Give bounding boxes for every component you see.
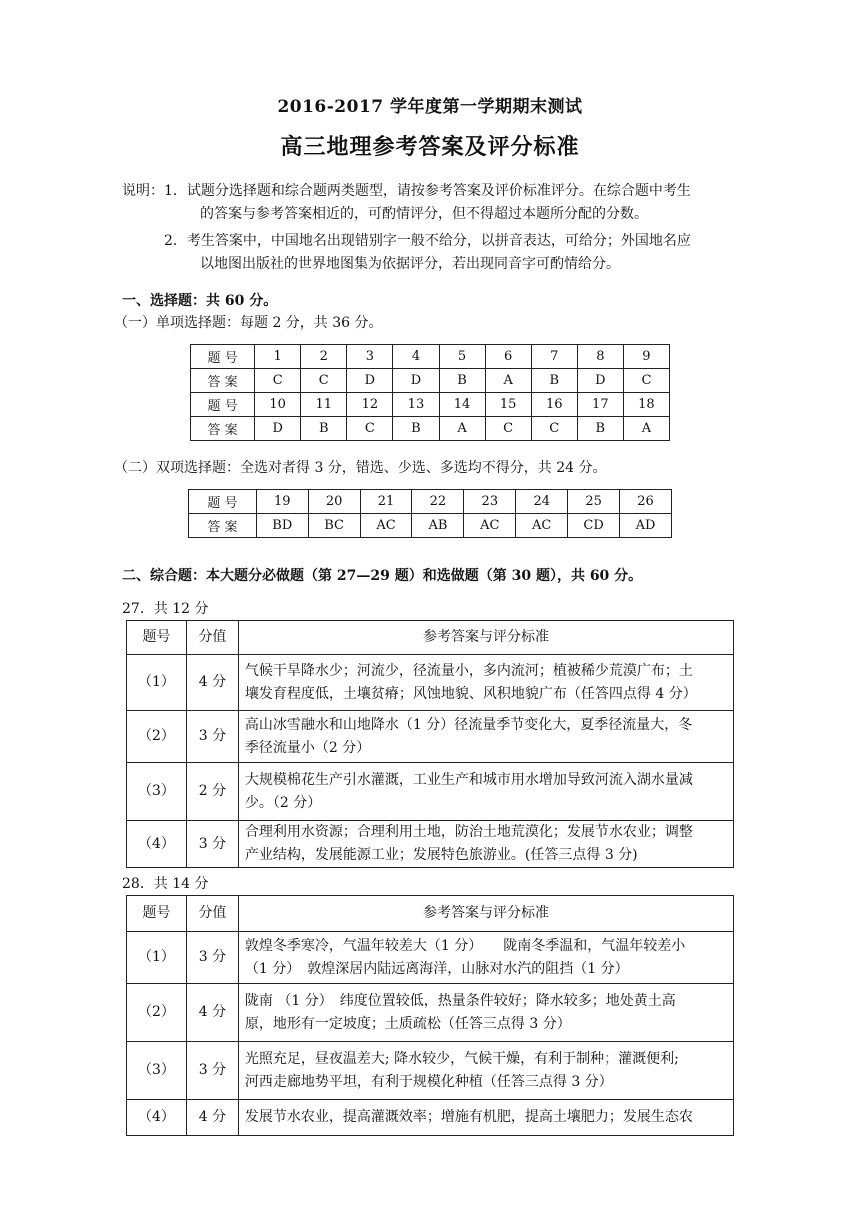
question-number: 13 xyxy=(393,393,439,417)
answer-cell: A xyxy=(439,417,485,441)
row-score: 3 分 xyxy=(186,821,238,868)
question-number: 12 xyxy=(347,393,393,417)
row-answer xyxy=(238,1042,733,1100)
table-row xyxy=(189,490,672,514)
answer-line: 河西走廊地势平坦，有利于规模化种植（任答三点得 3 分） xyxy=(244,1073,613,1090)
note-2-line-2: 以地图出版社的世界地图集为依据评分，若出现同音字可酌情给分。 xyxy=(200,256,620,272)
question-number: 25 xyxy=(568,490,620,514)
answer-line: 大规模棉花生产引水灌溉，工业生产和城市用水增加导致河流入湖水量减 xyxy=(244,771,693,788)
double-choice-table xyxy=(188,489,672,538)
answer-cell: B xyxy=(531,369,577,393)
answer-cell: CD xyxy=(568,514,620,538)
row-answer xyxy=(238,763,733,821)
answer-cell: BD xyxy=(256,514,308,538)
section-1-part-2: （二）双项选择题：全选对者得 3 分，错选、少选、多选均不得分，共 24 分。 xyxy=(114,460,607,476)
table-row xyxy=(127,984,734,1042)
answer-label: 答 案 xyxy=(191,417,255,441)
question-number: 9 xyxy=(623,345,669,369)
header-answer: 参考答案与评分标准 xyxy=(238,896,733,932)
table-row xyxy=(127,821,734,868)
answer-line: 气候干旱降水少；河流少，径流量小，多内流河；植被稀少荒漠广布；土 xyxy=(244,662,693,679)
answer-line: 季径流量小（2 分） xyxy=(244,739,371,756)
answer-cell: B xyxy=(301,417,347,441)
answer-cell: A xyxy=(623,417,669,441)
question-number: 24 xyxy=(516,490,568,514)
answer-cell: B xyxy=(577,417,623,441)
header-no: 题号 xyxy=(127,621,187,655)
answer-cell: AD xyxy=(620,514,672,538)
table-row xyxy=(127,1042,734,1100)
question-number: 7 xyxy=(531,345,577,369)
table-row xyxy=(191,369,670,393)
answer-line: 合理利用水资源；合理利用土地，防治土地荒漠化；发展节水农业；调整 xyxy=(244,824,693,840)
answer-cell: C xyxy=(301,369,347,393)
question-number: 23 xyxy=(464,490,516,514)
header-answer: 参考答案与评分标准 xyxy=(238,621,733,655)
answer-line: 敦煌冬季寒冷，气温年较差大（1 分） 陇南冬季温和，气温年较差小 xyxy=(244,937,686,954)
row-answer xyxy=(238,711,733,763)
answer-cell: C xyxy=(347,417,393,441)
q28-title: 28．共 14 分 xyxy=(122,876,209,892)
question-number: 10 xyxy=(255,393,301,417)
table-row xyxy=(191,393,670,417)
table-row xyxy=(127,655,734,711)
red-punctuation: ； xyxy=(604,1050,619,1067)
question-number: 6 xyxy=(485,345,531,369)
row-no: （4） xyxy=(127,1100,187,1136)
row-score: 4 分 xyxy=(186,1100,238,1136)
row-answer xyxy=(238,655,733,711)
question-number: 16 xyxy=(531,393,577,417)
answer-cell: AB xyxy=(412,514,464,538)
table-row xyxy=(189,514,672,538)
note-1-line-2: 的答案与参考答案相近的，可酌情评分，但不得超过本题所分配的分数。 xyxy=(200,206,648,222)
row-no: （2） xyxy=(127,984,187,1042)
note-1-line-1: 1．试题分选择题和综合题两类题型，请按参考答案及评价标准评分。在综合题中考生 xyxy=(164,183,691,199)
header-no: 题号 xyxy=(127,896,187,932)
table-row xyxy=(127,621,734,655)
answer-cell: D xyxy=(577,369,623,393)
question-number: 19 xyxy=(256,490,308,514)
question-number: 14 xyxy=(439,393,485,417)
answer-line: 发展节水农业，提高灌溉效率；增施有机肥，提高土壤肥力；发展生态农 xyxy=(244,1109,693,1125)
row-answer xyxy=(238,984,733,1042)
answer-label: 答 案 xyxy=(191,369,255,393)
row-no: （3） xyxy=(127,763,187,821)
row-no: （1） xyxy=(127,655,187,711)
row-no: （4） xyxy=(127,821,187,868)
answer-cell: B xyxy=(439,369,485,393)
table-row xyxy=(191,345,670,369)
section-2-title: 二、综合题：本大题分必做题（第 27—29 题）和选做题（第 30 题），共 60 分。 xyxy=(122,568,643,584)
question-number: 17 xyxy=(577,393,623,417)
table-row xyxy=(127,932,734,984)
answer-cell: D xyxy=(255,417,301,441)
table-row xyxy=(191,417,670,441)
row-answer xyxy=(238,932,733,984)
question-number: 20 xyxy=(308,490,360,514)
answer-cell: AC xyxy=(516,514,568,538)
question-number: 26 xyxy=(620,490,672,514)
row-no: （2） xyxy=(127,711,187,763)
row-score: 4 分 xyxy=(186,655,238,711)
question-number: 3 xyxy=(347,345,393,369)
question-number: 4 xyxy=(393,345,439,369)
header-score: 分值 xyxy=(186,621,238,655)
table-row xyxy=(127,763,734,821)
q27-table xyxy=(126,620,734,868)
row-score: 3 分 xyxy=(186,1042,238,1100)
exam-subtitle: 高三地理参考答案及评分标准 xyxy=(280,134,580,160)
question-number: 18 xyxy=(623,393,669,417)
table-row xyxy=(127,1100,734,1136)
answer-line: 高山冰雪融水和山地降水（1 分）径流量季节变化大，夏季径流量大，冬 xyxy=(244,716,693,733)
question-label: 题 号 xyxy=(191,345,255,369)
question-number: 21 xyxy=(360,490,412,514)
answer-cell: AC xyxy=(360,514,412,538)
answer-cell: C xyxy=(485,417,531,441)
q27-title: 27．共 12 分 xyxy=(122,601,209,617)
question-number: 15 xyxy=(485,393,531,417)
row-no: （3） xyxy=(127,1042,187,1100)
row-answer xyxy=(238,821,733,868)
notes-label: 说明： xyxy=(122,183,164,199)
row-score: 4 分 xyxy=(186,984,238,1042)
answer-line: 壤发育程度低，土壤贫瘠；风蚀地貌、风积地貌广布（任答四点得 4 分） xyxy=(244,685,697,702)
table-row xyxy=(127,711,734,763)
question-number: 8 xyxy=(577,345,623,369)
answer-line: 少。（2 分） xyxy=(244,794,322,811)
row-score: 3 分 xyxy=(186,711,238,763)
answer-cell: C xyxy=(531,417,577,441)
header-score: 分值 xyxy=(186,896,238,932)
question-number: 5 xyxy=(439,345,485,369)
answer-line: 原，地形有一定坡度；土质疏松（任答三点得 3 分） xyxy=(244,1015,571,1032)
row-answer xyxy=(238,1100,733,1136)
note-2-line-1: 2．考生答案中，中国地名出现错别字一般不给分，以拼音表达，可给分；外国地名应 xyxy=(164,233,691,249)
answer-cell: AC xyxy=(464,514,516,538)
row-score: 3 分 xyxy=(186,932,238,984)
question-label: 题 号 xyxy=(189,490,257,514)
answer-line: （1 分） 敦煌深居内陆远离海洋，山脉对水汽的阻挡（1 分） xyxy=(244,960,629,977)
answer-text: 光照充足，昼夜温差大; 降水较少，气候干燥，有利于制种 xyxy=(244,1050,605,1067)
single-choice-table xyxy=(190,344,670,441)
question-number: 11 xyxy=(301,393,347,417)
answer-cell: A xyxy=(485,369,531,393)
section-1-part-1: （一）单项选择题：每题 2 分，共 36 分。 xyxy=(114,315,383,331)
q28-table xyxy=(126,895,734,1136)
answer-cell: C xyxy=(623,369,669,393)
answer-cell: D xyxy=(347,369,393,393)
question-number: 22 xyxy=(412,490,464,514)
question-label: 题 号 xyxy=(191,393,255,417)
row-no: （1） xyxy=(127,932,187,984)
answer-line: 陇南 （1 分） 纬度位置较低，热量条件较好；降水较多；地处黄土高 xyxy=(244,992,676,1009)
question-number: 2 xyxy=(301,345,347,369)
answer-label: 答 案 xyxy=(189,514,257,538)
answer-cell: BC xyxy=(308,514,360,538)
answer-cell: C xyxy=(255,369,301,393)
answer-cell: D xyxy=(393,369,439,393)
section-1-title: 一、选择题：共 60 分。 xyxy=(122,293,278,309)
answer-text: 灌溉便利; xyxy=(618,1050,679,1067)
answer-line: 产业结构，发展能源工业；发展特色旅游业。(任答三点得 3 分) xyxy=(244,847,638,863)
answer-cell: B xyxy=(393,417,439,441)
table-row xyxy=(127,896,734,932)
row-score: 2 分 xyxy=(186,763,238,821)
question-number: 1 xyxy=(255,345,301,369)
answer-line xyxy=(245,1048,727,1071)
exam-title: 2016-2017 学年度第一学期期末测试 xyxy=(277,97,583,117)
